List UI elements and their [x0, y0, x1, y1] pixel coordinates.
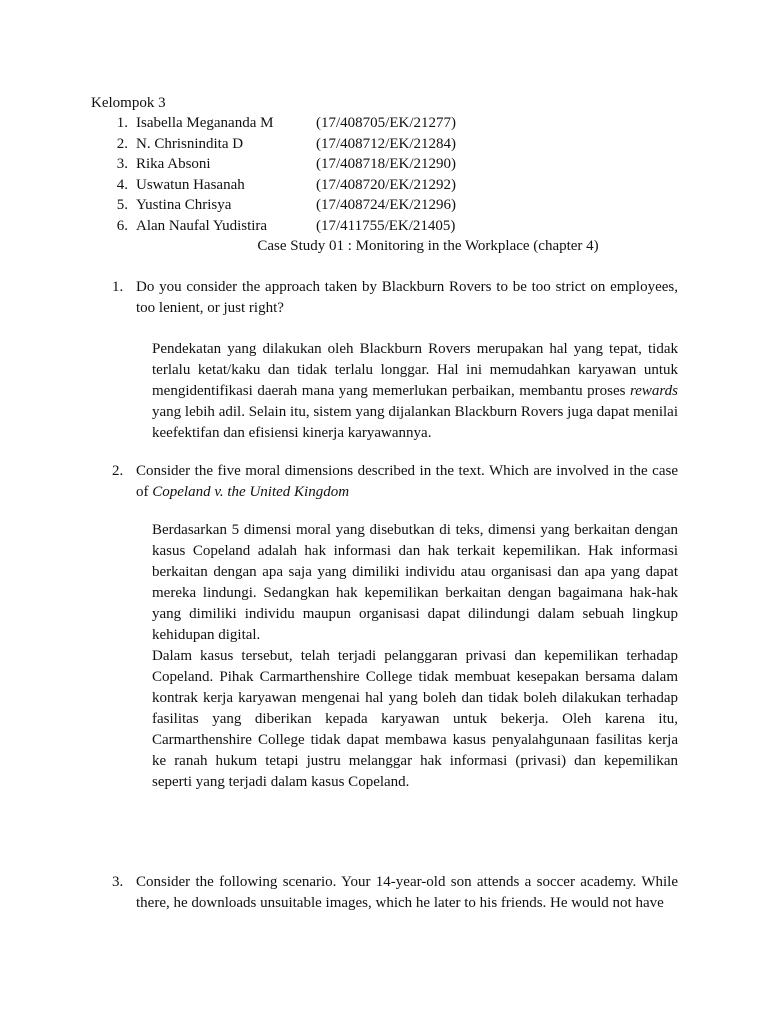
member-id: (17/408705/EK/21277) — [316, 115, 456, 131]
answer-2 — [152, 520, 678, 793]
answer-paragraph: Dalam kasus tersebut, telah terjadi pelanggaran privasi dan kepemilikan terhadap Copeland. Pihak Carmarthenshire College tidak membuat kesepakan bersama dalam kontrak kerja karyawan mengenai hal yang boleh dan tidak boleh dilakukan terhadap fasilitas yang diberikan kepada karyawan untuk bekerja. Oleh karena itu, Carmarthenshire College tidak dapat membawa kasus penyalahgunaan fasilitas kerja ke ranah hukum tetapi justru melanggar hak informasi (privasi) dan kepemilikan seperti yang terjadi dalam kasus Copeland. — [152, 648, 678, 790]
question-text: Do you consider the approach taken by Blackburn Rovers to be too strict on employees, too lenient, or just right? — [136, 279, 678, 316]
question-number: 2. — [112, 463, 124, 479]
member-item — [0, 134, 768, 155]
question-text: Consider the five moral dimensions described in the text. Which are involved in the case of — [136, 463, 678, 500]
member-id: (17/408724/EK/21296) — [316, 197, 456, 213]
question-1 — [112, 277, 678, 318]
member-name: Alan Naufal Yudistira — [136, 217, 268, 234]
member-name: Isabella Megananda M — [136, 115, 274, 131]
member-id: (17/408712/EK/21284) — [316, 135, 456, 152]
member-name: Yustina Chrisya — [136, 197, 232, 213]
answer-1 — [152, 339, 678, 444]
member-item — [0, 154, 768, 175]
member-number: 2. — [116, 135, 128, 152]
answer-paragraph: Berdasarkan 5 dimensi moral yang disebutkan di teks, dimensi yang berkaitan dengan kasus Copeland adalah hak informasi dan hak terkait kepemilikan. Hak informasi berkaitan dengan apa saja yang dimiliki individu atau organisasi dan apa yang dapat mereka lindungi. Sedangkan hak kepemilikan berkaitan dengan bagaimana hak-hak yang dimiliki individu maupun organisasi dapat dilindungi dalam sebuah lingkup kehidupan digital. — [152, 522, 678, 643]
answer-emphasis: rewards — [629, 383, 678, 399]
answer-paragraph: Pendekatan yang dilakukan oleh Blackburn Rovers merupakan hal yang tepat, tidak terlalu ketat/kaku dan tidak terlalu longgar. Hal ini memudahkan karyawan untuk mengidentifikasi daerah mana yang memerlukan perbaikan, membantu proses rewards yang lebih adil. Selain itu, sistem yang dijalankan Blackburn Rovers juga dapat menilai keefektifan dan efisiensi kinerja karyawannya. — [152, 341, 678, 441]
member-name: N. Chrisnindita D — [136, 135, 244, 152]
question-number: 3. — [112, 874, 124, 890]
member-item — [0, 195, 768, 216]
case-study-title: Case Study 01 : Monitoring in the Workplace (chapter 4) — [257, 238, 599, 254]
member-number: 3. — [116, 156, 128, 172]
member-id: (17/408718/EK/21290) — [316, 156, 456, 172]
question-number: 1. — [112, 279, 124, 295]
member-id: (17/408720/EK/21292) — [316, 176, 456, 193]
member-number: 6. — [116, 217, 128, 234]
question-emphasis: Copeland v. the United Kingdom — [152, 483, 350, 500]
member-number: 5. — [116, 197, 128, 213]
member-number: 1. — [116, 115, 128, 131]
member-name: Uswatun Hasanah — [136, 176, 245, 193]
question-3 — [112, 872, 678, 913]
member-name: Rika Absoni — [136, 156, 211, 172]
member-list — [0, 113, 768, 236]
group-title: Kelompok 3 — [91, 95, 166, 111]
member-id: (17/411755/EK/21405) — [316, 217, 456, 234]
question-2 — [112, 461, 678, 502]
member-item — [0, 175, 768, 196]
question-text: Consider the following scenario. Your 14-year-old son attends a soccer academy. While there, he downloads unsuitable images, which he later to his friends. He would not have — [136, 874, 678, 911]
member-item — [0, 113, 768, 134]
member-number: 4. — [116, 176, 128, 193]
member-item — [0, 216, 768, 237]
